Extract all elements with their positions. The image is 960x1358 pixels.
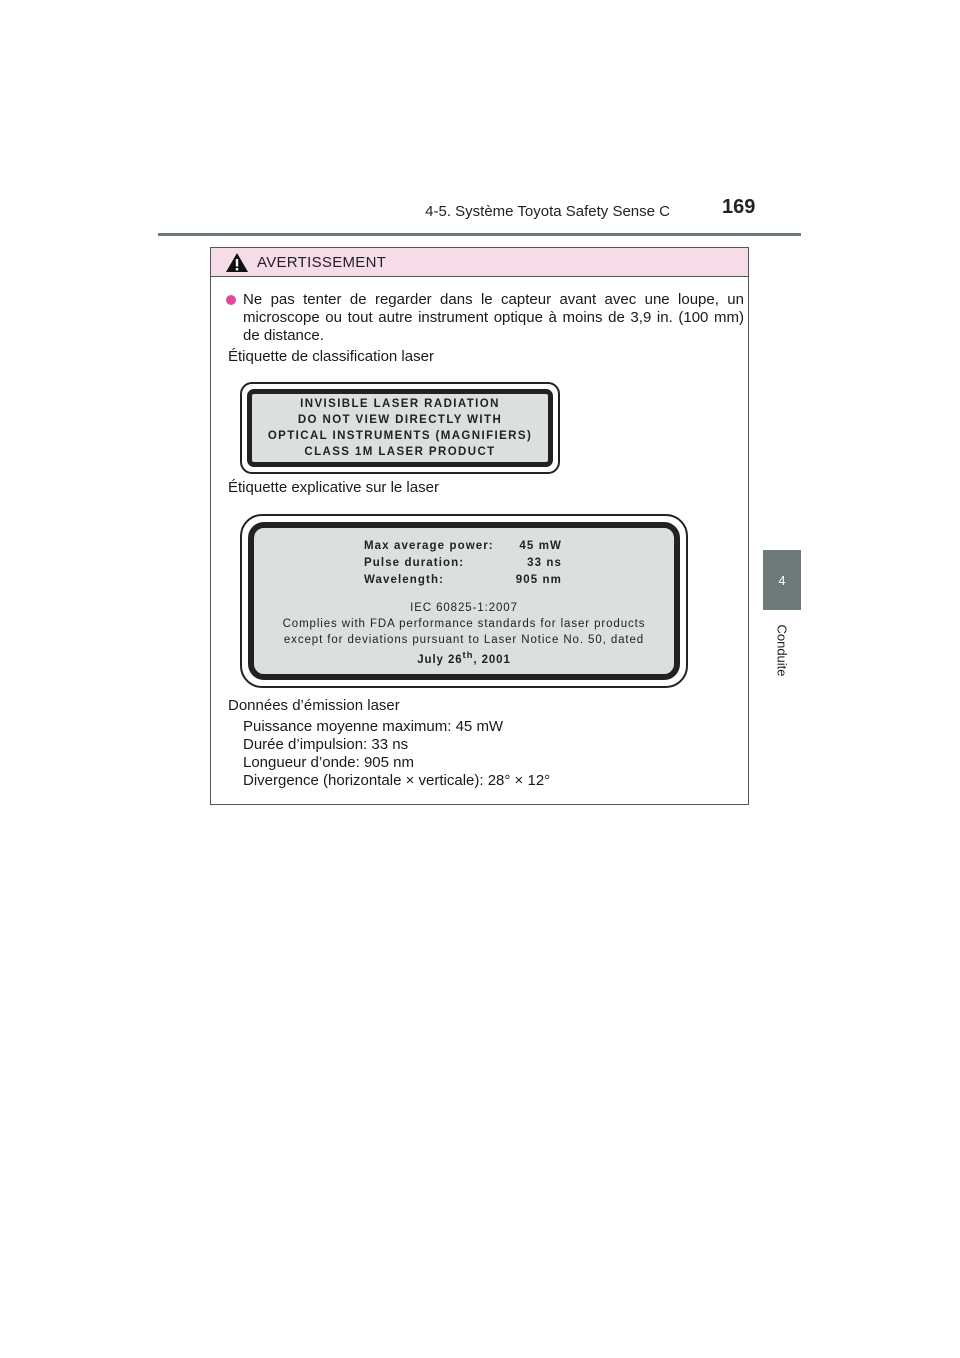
warning-header bbox=[211, 248, 748, 277]
compliance-date bbox=[254, 648, 674, 668]
explanatory-label-panel bbox=[248, 522, 680, 680]
warning-bullet-text: Ne pas tenter de regarder dans le capteur avant avec une loupe, un microscope ou tout autre instrument optique à moins de 3,9 in. (100 mm) de distance. bbox=[243, 291, 744, 344]
warning-triangle-icon bbox=[225, 252, 249, 273]
running-header-section: 4-5. Système Toyota Safety Sense C bbox=[425, 203, 670, 220]
spec-value: 905 nm bbox=[515, 574, 562, 586]
iec-standard: IEC 60825-1:2007 bbox=[410, 602, 518, 614]
date-suffix: , 2001 bbox=[473, 653, 511, 666]
spec-name: Wavelength: bbox=[364, 574, 445, 586]
chapter-tab: 4 bbox=[763, 550, 801, 610]
warning-bullet bbox=[226, 291, 744, 345]
emission-item: Durée d’impulsion: 33 ns bbox=[243, 736, 409, 753]
page-number: 169 bbox=[722, 196, 756, 218]
chapter-label bbox=[763, 615, 801, 685]
spec-value: 33 ns bbox=[527, 557, 562, 569]
spec-name: Max average power: bbox=[364, 540, 494, 552]
laser-classification-label bbox=[240, 382, 560, 474]
emission-data-title: Données d’émission laser bbox=[228, 697, 400, 714]
classification-line: OPTICAL INSTRUMENTS (MAGNIFIERS) bbox=[267, 430, 533, 442]
laser-spec-table bbox=[364, 538, 562, 589]
emission-item: Puissance moyenne maximum: 45 mW bbox=[243, 718, 504, 735]
classification-line: CLASS 1M LASER PRODUCT bbox=[304, 446, 496, 458]
compliance-line: Complies with FDA performance standards for laser products bbox=[282, 618, 646, 630]
date-superscript: th bbox=[462, 650, 474, 661]
compliance-block bbox=[254, 600, 674, 668]
spec-row bbox=[364, 572, 562, 589]
spec-row bbox=[364, 555, 562, 572]
warning-box bbox=[210, 247, 749, 805]
classification-label-caption: Étiquette de classification laser bbox=[228, 348, 434, 365]
spec-row bbox=[364, 538, 562, 555]
classification-line: INVISIBLE LASER RADIATION bbox=[300, 398, 500, 410]
header-divider bbox=[158, 233, 801, 236]
spec-name: Pulse duration: bbox=[364, 557, 465, 569]
bullet-dot-icon bbox=[226, 295, 236, 305]
compliance-line: except for deviations pursuant to Laser Notice No. 50, dated bbox=[283, 634, 645, 646]
classification-label-panel bbox=[247, 389, 553, 467]
emission-item: Divergence (horizontale × verticale): 28° × 12° bbox=[243, 772, 551, 789]
classification-line: DO NOT VIEW DIRECTLY WITH bbox=[297, 414, 503, 426]
chapter-name: Conduite bbox=[774, 623, 790, 677]
explanatory-label-caption: Étiquette explicative sur le laser bbox=[228, 479, 439, 496]
emission-item: Longueur d’onde: 905 nm bbox=[243, 754, 414, 771]
spec-value: 45 mW bbox=[519, 540, 562, 552]
emission-data-list bbox=[243, 718, 550, 790]
warning-title: AVERTISSEMENT bbox=[257, 253, 387, 271]
laser-explanatory-label bbox=[240, 514, 688, 688]
date-prefix: July 26 bbox=[417, 653, 463, 666]
